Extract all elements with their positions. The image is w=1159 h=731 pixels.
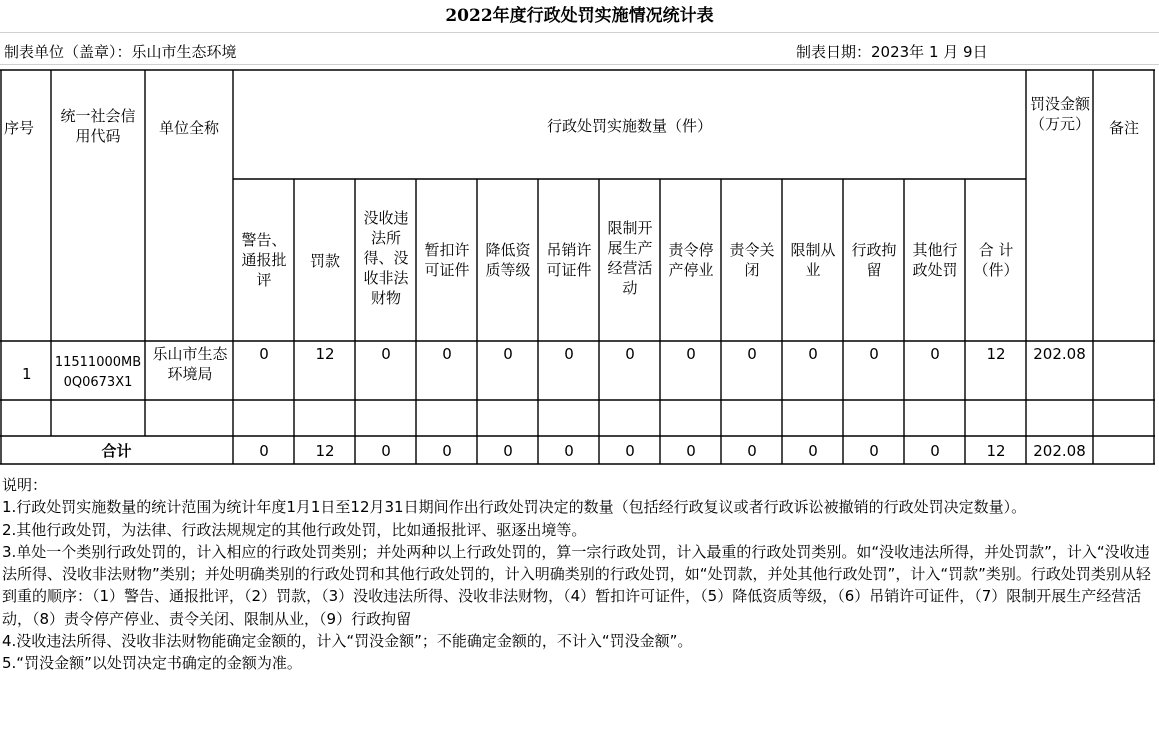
total-amount: 202.08: [1033, 442, 1086, 460]
row1-seq: 1: [22, 365, 32, 383]
row1-value: 0: [930, 345, 940, 363]
header-remarks: 备注: [1108, 119, 1139, 137]
header-full-name: 单位全称: [158, 119, 219, 137]
header-category-total: 合 计（件）: [973, 241, 1019, 279]
row1-amount: 202.08: [1033, 345, 1086, 363]
header-category-other: 其他行政处罚: [912, 241, 958, 279]
row1-value: 0: [503, 345, 513, 363]
row1-value: 0: [564, 345, 574, 363]
header-category-production-suspension: 责令停产停业: [668, 241, 714, 279]
header-category-warning: 警告、通报批评: [241, 231, 287, 289]
header-category-license-suspension: 暂扣许可证件: [424, 241, 470, 279]
row1-value: 12: [986, 345, 1006, 363]
divider: [0, 64, 1159, 65]
page-title: 2022年度行政处罚实施情况统计表: [445, 6, 714, 26]
header-category-detention: 行政拘留: [851, 241, 897, 279]
header-category-confiscation: 没收违法所得、没收非法财物: [363, 209, 409, 307]
header-category-fine: 罚款: [309, 252, 340, 270]
header-category-license-revocation: 吊销许可证件: [546, 241, 592, 279]
total-value: 12: [315, 442, 335, 460]
header-seq: 序号: [4, 119, 35, 137]
total-value: 0: [869, 442, 879, 460]
header-penalty-group: 行政处罚实施数量（件）: [546, 117, 712, 135]
row1-full-name: 乐山市生态环境局: [152, 345, 228, 383]
total-value: 0: [686, 442, 696, 460]
report-date: 制表日期：2023年 1 月 9日: [796, 43, 988, 61]
notes-heading: 说明：: [2, 476, 48, 494]
note-item: 1.行政处罚实施数量的统计范围为统计年度1月1日至12月31日期间作出行政处罚决定的数量（包括经行政复议或者行政诉讼被撤销的行政处罚决定数量）。: [2, 498, 1027, 517]
reporting-unit: 制表单位（盖章）：乐山市生态环境: [4, 43, 237, 61]
total-value: 0: [747, 442, 757, 460]
total-value: 0: [259, 442, 269, 460]
header-category-qualification-downgrade: 降低资质等级: [485, 241, 531, 279]
row1-value: 0: [686, 345, 696, 363]
row1-value: 0: [747, 345, 757, 363]
row1-value: 0: [808, 345, 818, 363]
divider: [0, 32, 1159, 33]
total-value: 0: [381, 442, 391, 460]
total-value: 0: [625, 442, 635, 460]
header-amount: 罚没金额（万元）: [1030, 95, 1091, 133]
row1-value: 0: [381, 345, 391, 363]
total-value: 12: [986, 442, 1006, 460]
row1-value: 0: [259, 345, 269, 363]
header-credit-code: 统一社会信用代码: [60, 107, 136, 145]
header-category-closure: 责令关闭: [729, 241, 775, 279]
row1-value: 0: [869, 345, 879, 363]
note-item: 5.“罚没金额”以处罚决定书确定的金额为准。: [2, 654, 302, 673]
note-item: 2.其他行政处罚，为法律、行政法规规定的其他行政处罚，比如通报批评、驱逐出境等。: [2, 520, 587, 539]
row1-value: 0: [442, 345, 452, 363]
row1-credit-code: 11511000MB0Q0673X1: [54, 355, 142, 390]
total-value: 0: [442, 442, 452, 460]
total-value: 0: [503, 442, 513, 460]
total-value: 0: [808, 442, 818, 460]
note-item: 3.单处一个类别行政处罚的，计入相应的行政处罚类别；并处两种以上行政处罚的，算一宗行政处罚，计入最重的行政处罚类别。如“没收违法所得，并处罚款”，计入“没收违法所得、没收非法财物”类别；并处明确类别的行政处罚和其他行政处罚的，计入明确类别的行政处罚，如“处罚款，并处其他行政处罚”，计入“罚款”类别。行政处罚类别从轻到重的顺序：（1）警告、通报批评，（2）罚款，（3）没收违法所得、没收非法财物，（4）暂扣许可证件，（5）降低资质等级，（6）吊销许可证件，（7）限制开展生产经营活动，（8）责令停产停业、责令关闭、限制从业，（9）行政拘留: [2, 542, 1151, 628]
row1-value: 12: [315, 345, 335, 363]
total-value: 0: [564, 442, 574, 460]
row1-value: 0: [625, 345, 635, 363]
notes-section: [2, 474, 1152, 675]
header-category-employment-restriction: 限制从业: [790, 241, 836, 279]
total-value: 0: [930, 442, 940, 460]
note-item: 4.没收违法所得、没收非法财物能确定金额的，计入“罚没金额”；不能确定金额的，不计入“罚没金额”。: [2, 632, 693, 651]
header-category-business-restriction: 限制开展生产经营活动: [607, 219, 653, 297]
total-label: 合计: [101, 442, 132, 460]
